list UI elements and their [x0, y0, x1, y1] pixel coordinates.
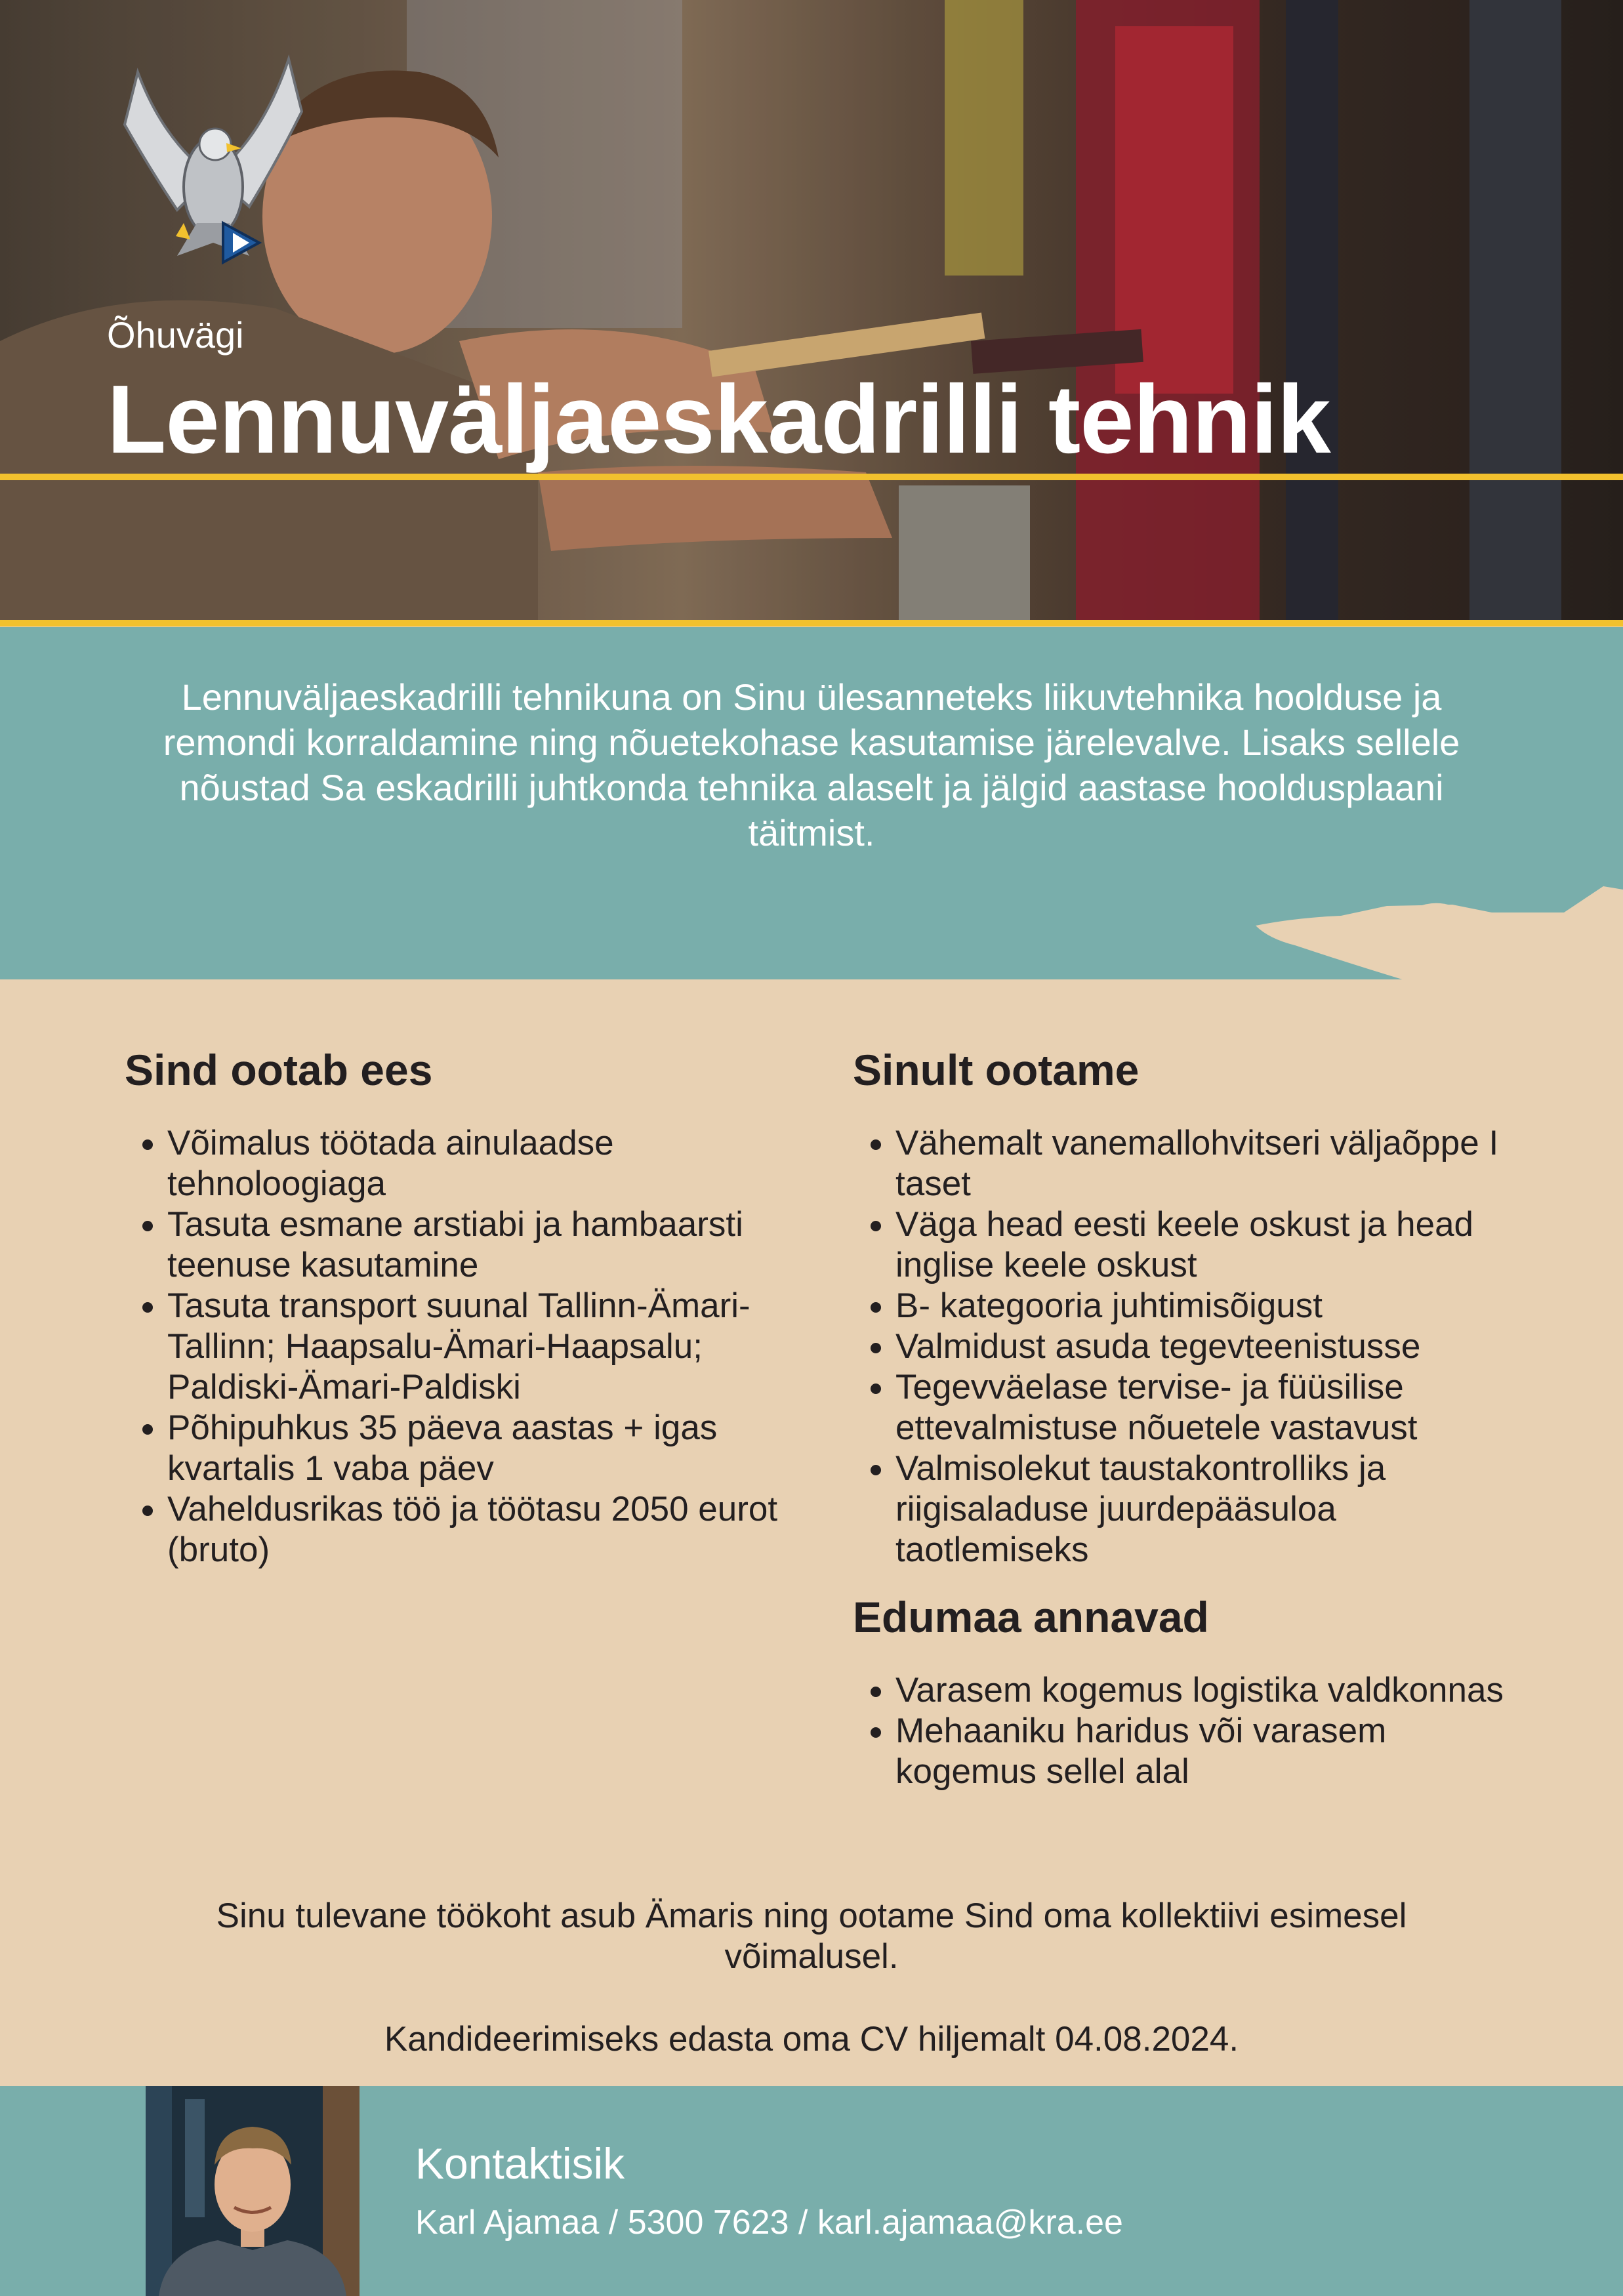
list-item: • Tasuta esmane arstiabi ja hambaarsti teenuse kasutamine — [167, 1204, 781, 1286]
deadline-text: Kandideerimiseks edasta oma CV hiljemalt 04.08.2024. — [384, 2020, 1239, 2059]
list-item: • Valmidust asuda tegevteenistusse — [895, 1326, 1509, 1367]
advantages-list — [853, 1670, 1509, 1792]
fighter-jet-icon — [1256, 886, 1623, 979]
gold-divider-top — [0, 474, 1623, 480]
intro-text: Lennuväljaeskadrilli tehnikuna on Sinu ülesanneteks liikuvtehnika hoolduse ja remondi korraldamine ning nõuetekohase kasutamise järelevalve. Lisaks sellele nõustad Sa eskadrilli juhtkonda tehnika alaselt ja jälgid aastase hooldusplaani täitmist. — [163, 676, 1460, 853]
contact-title: Kontaktisik — [415, 2139, 625, 2188]
requirements-heading: Sinult ootame — [853, 1046, 1140, 1094]
requirements-list — [853, 1123, 1509, 1570]
benefits-heading: Sind ootab ees — [125, 1046, 433, 1094]
gold-divider-bottom — [0, 620, 1623, 626]
requirements-column — [853, 1043, 1509, 1792]
benefits-column — [125, 1043, 781, 1570]
list-item: • Varasem kogemus logistika valdkonnas — [895, 1670, 1509, 1711]
list-item: • Vaheldusrikas töö ja töötasu 2050 eurot (bruto) — [167, 1489, 781, 1570]
contact-footer — [0, 2086, 1623, 2296]
list-item: • Mehaaniku haridus või varasem kogemus sellel alal — [895, 1711, 1509, 1792]
list-item: • Valmisolekut taustakontrolliks ja riigisaladuse juurdepääsuloa taotlemiseks — [895, 1448, 1509, 1570]
contact-details: Karl Ajamaa / 5300 7623 / karl.ajamaa@kra.ee — [415, 2204, 1123, 2242]
advantages-heading: Edumaa annavad — [853, 1593, 1209, 1641]
intro-section — [0, 627, 1623, 979]
list-item: • B- kategooria juhtimisõigust — [895, 1286, 1509, 1326]
hero-banner — [0, 0, 1623, 626]
avatar — [146, 2086, 360, 2296]
list-item: • Tegevväelase tervise- ja füüsilise ettevalmistuse nõuetele vastavust — [895, 1367, 1509, 1448]
list-item: • Vähemalt vanemallohvitseri väljaõppe I taset — [895, 1123, 1509, 1204]
eagle-emblem-icon — [98, 46, 321, 295]
list-item: • Põhipuhkus 35 päeva aastas + igas kvartalis 1 vaba päev — [167, 1408, 781, 1489]
list-item: • Tasuta transport suunal Tallinn-Ämari-Tallinn; Haapsalu-Ämari-Haapsalu; Paldiski-Ämari-Paldiski — [167, 1286, 781, 1408]
location-text: Sinu tulevane töökoht asub Ämaris ning ootame Sind oma kollektiivi esimesel võimalusel. — [216, 1896, 1407, 1976]
benefits-list — [125, 1123, 781, 1570]
list-item: • Väga head eesti keele oskust ja head inglise keele oskust — [895, 1204, 1509, 1286]
branch-label: Õhuvägi — [107, 314, 244, 356]
list-item: • Võimalus töötada ainulaadse tehnoloogiaga — [167, 1123, 781, 1204]
page-title: Lennuväljaeskadrilli tehnik — [107, 365, 1330, 474]
